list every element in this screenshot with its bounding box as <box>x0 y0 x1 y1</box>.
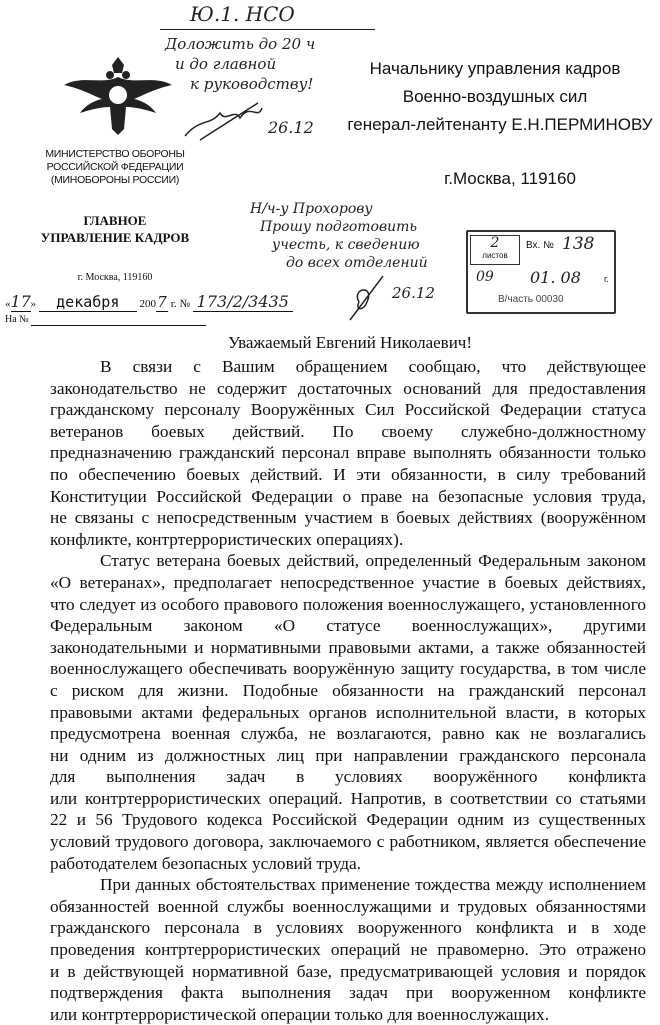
text-line: проведения контртеррористических операций не правомерно. Это отражено <box>50 940 646 960</box>
date-line <box>5 292 293 312</box>
resolution-line: до всех отделений <box>286 255 428 271</box>
text-line: военнослужащего обеспечивать вооружённую защиту государства, в том числе <box>50 659 646 679</box>
stamp-in-number: 138 <box>562 234 595 254</box>
text-line: ветеранов боевых действий. По своему служебно-должностному <box>50 421 646 441</box>
handwritten-date-2: 26.12 <box>392 284 435 302</box>
text-line: законодательство не содержит достаточных оснований для предоставления <box>50 378 646 398</box>
handwritten-signature-2 <box>345 272 385 322</box>
text-line: законодательными и нормативными правовыми актами, а также обязанностей <box>50 637 646 657</box>
org-line: РОССИЙСКОЙ ФЕДЕРАЦИИ <box>46 161 184 173</box>
resolution-line: Прошу подготовить <box>260 219 418 235</box>
text-line: 22 и 56 Трудового кодекса Российской Федерации одним из существенных <box>50 810 646 830</box>
text-line: гражданскому персоналу Вооружённых Сил Российской Федерации статуса <box>50 400 646 420</box>
letter-body <box>50 356 646 1025</box>
text-line: гражданского персонала в условиях вооруженного конфликта и в ходе <box>50 918 646 938</box>
stamp-sheets-label: листов <box>482 251 508 260</box>
text-line: подтверждения факта выполнения задач при вооруженном конфликте <box>50 983 646 1003</box>
resolution-line: и до главной <box>175 55 277 73</box>
text-line: правовыми актами федеральных органов исполнительной власти, в которых <box>50 702 646 722</box>
year-suffix: 7 <box>157 293 167 311</box>
text-line: не связаны с непосредственным участием в боевых действиях (вооружённом <box>50 508 646 528</box>
reply-label: На № <box>5 314 29 325</box>
paragraph <box>50 874 646 1025</box>
text-line: «О ветеранах», предполагает непосредственное участие в боевых действиях, <box>50 572 646 592</box>
text-line: Статус ветерана боевых действий, определенный Федеральным законом <box>100 551 646 571</box>
stamp-unit: В/часть 00030 <box>498 294 564 305</box>
text-line: или контртеррористических операций. Напротив, в соответствии со статьями <box>50 788 646 808</box>
handwritten-top-note: Ю.1. НСО <box>190 2 295 26</box>
quote: « <box>5 298 11 310</box>
stamp-sheets-box <box>470 235 520 265</box>
handwritten-resolution <box>165 34 315 94</box>
date-day: 17 <box>10 292 31 311</box>
text-line: условий трудового договора, заключаемого с работником, является обеспечение <box>50 832 646 852</box>
text-line: что следует из особого правового положения военнослужащего, установленного <box>50 594 646 614</box>
dept-line: УПРАВЛЕНИЕ КАДРОВ <box>40 230 190 245</box>
salutation: Уважаемый Евгений Николаевич! <box>227 333 473 352</box>
date-month: декабря <box>39 293 137 312</box>
handwritten-underline <box>160 29 375 30</box>
paragraph <box>50 550 646 874</box>
stamp-day: 09 <box>476 269 494 285</box>
stamp-date: 01. 08 <box>530 268 581 287</box>
text-line: предусмотрена военная служба, не возлагаются, равно как не возлагались <box>50 724 646 744</box>
text-line: работодателем безопасных условий труда. <box>50 853 362 873</box>
sender-city: г. Москва, 119160 <box>77 272 153 283</box>
addressee-city: г.Москва, 119160 <box>444 169 576 188</box>
text-line: Конституции Российской Федерации о праве на безопасные условия труда, <box>50 486 646 506</box>
handwritten-resolution-2 <box>250 200 428 272</box>
handwritten-date: 26.12 <box>268 118 314 137</box>
year-prefix: 200 <box>139 298 156 310</box>
addressee-line: генерал-лейтенанту Е.Н.ПЕРМИНОВУ <box>347 115 653 134</box>
ministry-name <box>40 148 190 187</box>
text-line: предназначению гражданский персонал вправе выполнять обязанности только <box>50 443 646 463</box>
addressee-line: Военно-воздушных сил <box>402 87 588 106</box>
text-line: конфликте, контртеррористических операциях). <box>50 529 404 549</box>
handwritten-signature <box>180 98 265 143</box>
text-line: для выполнения задач в условиях вооружённого конфликта <box>50 767 646 787</box>
resolution-line: учесть, к сведению <box>272 237 420 253</box>
department-name <box>40 212 190 246</box>
text-line: Федеральным законом «О статусе военнослужащих», другими <box>50 616 646 636</box>
incoming-registration-stamp <box>466 230 616 314</box>
text-line: В связи с Вашим обращением сообщаю, что действующее <box>100 357 646 376</box>
paragraph <box>50 356 646 550</box>
double-headed-eagle-emblem <box>62 55 174 135</box>
addressee-line: Начальнику управления кадров <box>369 59 621 78</box>
number-label: г. № <box>170 298 191 310</box>
text-line: по обеспечению боевых действий. И эти обязанности, в силу требований <box>50 464 646 484</box>
text-line: или контртеррористической операции только для военнослужащих. <box>50 1004 550 1024</box>
text-line: и в действующей нормативной базе, предусматривающей условия и порядок <box>50 961 646 981</box>
text-line: с риском для жизни. Подобные обязанности на гражданский персонал <box>50 680 646 700</box>
stamp-in-label: Вх. № <box>526 240 554 251</box>
reply-reference <box>5 314 206 326</box>
resolution-line: Доложить до 20 ч <box>165 35 316 53</box>
text-line: При данных обстоятельствах применение тождества между исполнением <box>100 875 646 895</box>
resolution-line: к руководству! <box>190 75 314 93</box>
stamp-year-label: г. <box>604 274 609 284</box>
text-line: ни одним из должностных лиц при направлении гражданского персонала <box>50 745 646 765</box>
org-line: (МИНОБОРОНЫ РОССИИ) <box>50 174 180 186</box>
resolution-line: Н/ч-у Прохорову <box>250 201 373 217</box>
stamp-sheets: 2 <box>490 235 500 251</box>
quote: » <box>30 298 36 310</box>
org-line: МИНИСТЕРСТВО ОБОРОНЫ <box>45 148 185 160</box>
outgoing-number: 173/2/3435 <box>193 292 293 312</box>
dept-line: ГЛАВНОЕ <box>83 213 147 228</box>
text-line: обязанностей военной службы военнослужащими и трудовых обязанностями <box>50 896 646 916</box>
